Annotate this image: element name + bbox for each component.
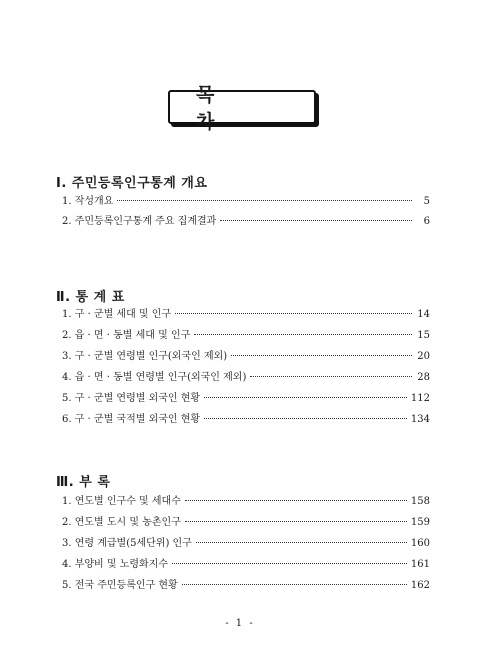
toc-entry-label: 5. 구 · 군별 연령별 외국인 현황	[62, 393, 201, 404]
toc-entry[interactable]	[62, 537, 430, 551]
toc-entry-page: 134	[410, 414, 430, 425]
toc-entry[interactable]	[62, 558, 430, 572]
toc-entry[interactable]	[62, 350, 430, 364]
dot-leader	[204, 396, 407, 398]
toc-entry[interactable]	[62, 516, 430, 530]
dot-leader	[175, 312, 412, 314]
toc-entry[interactable]	[62, 392, 430, 406]
toc-entry[interactable]	[62, 413, 430, 427]
section-heading-2: Ⅱ. 통 계 표	[56, 290, 125, 305]
toc-entry-page: 161	[410, 559, 430, 570]
toc-entry-label: 5. 전국 주민등록인구 현황	[62, 580, 178, 591]
toc-entry[interactable]	[62, 308, 430, 322]
dot-leader	[194, 333, 412, 335]
toc-entry-page: 158	[410, 496, 430, 507]
dot-leader	[196, 541, 407, 543]
dot-leader	[185, 520, 407, 522]
dot-leader	[182, 583, 407, 585]
toc-entry[interactable]	[62, 495, 430, 509]
toc-entry-label: 1. 작성개요	[62, 196, 114, 207]
toc-entry-page: 15	[417, 330, 430, 341]
toc-entry-label: 2. 연도별 도시 및 농촌인구	[62, 517, 181, 528]
section-heading-3: Ⅲ. 부 록	[56, 475, 111, 490]
section-heading-1: Ⅰ. 주민등록인구통계 개요	[56, 176, 208, 191]
page-number: - 1 -	[225, 618, 255, 629]
toc-entry-page: 162	[410, 580, 430, 591]
dot-leader	[117, 199, 412, 201]
toc-title-box	[168, 84, 316, 133]
toc-entry-label: 6. 구 · 군별 국적별 외국인 현황	[62, 414, 201, 425]
toc-entry-page: 28	[417, 372, 430, 383]
toc-entry-label: 4. 읍 · 면 · 동별 연령별 인구(외국인 제외)	[62, 372, 247, 383]
toc-entry-label: 4. 부양비 및 노령화지수	[62, 559, 169, 570]
toc-entry-page: 160	[410, 538, 430, 549]
dot-leader	[220, 219, 412, 221]
toc-entry-page: 6	[423, 216, 430, 227]
toc-title: 목 차	[196, 84, 241, 133]
toc-entry[interactable]	[62, 579, 430, 593]
dot-leader	[250, 375, 412, 377]
toc-entry-page: 20	[417, 351, 430, 362]
toc-entry[interactable]	[62, 371, 430, 385]
toc-entry-label: 3. 연령 계급별(5세단위) 인구	[62, 538, 192, 549]
toc-entry-label: 2. 주민등록인구통계 주요 집계결과	[62, 216, 217, 227]
toc-entry-page: 159	[410, 517, 430, 528]
toc-entry[interactable]	[62, 195, 430, 209]
dot-leader	[231, 354, 412, 356]
toc-entry-label: 3. 구 · 군별 연령별 인구(외국인 제외)	[62, 351, 228, 362]
dot-leader	[204, 417, 407, 419]
toc-entry[interactable]	[62, 215, 430, 229]
toc-entry-page: 5	[423, 196, 430, 207]
dot-leader	[185, 499, 407, 501]
toc-entry-page: 112	[410, 393, 430, 404]
toc-entry-label: 1. 연도별 인구수 및 세대수	[62, 496, 181, 507]
toc-entry-label: 1. 구 · 군별 세대 및 인구	[62, 309, 172, 320]
toc-entry-label: 2. 읍 · 면 · 동별 세대 및 인구	[62, 330, 191, 341]
toc-entry[interactable]	[62, 329, 430, 343]
dot-leader	[172, 562, 407, 564]
toc-entry-page: 14	[417, 309, 430, 320]
